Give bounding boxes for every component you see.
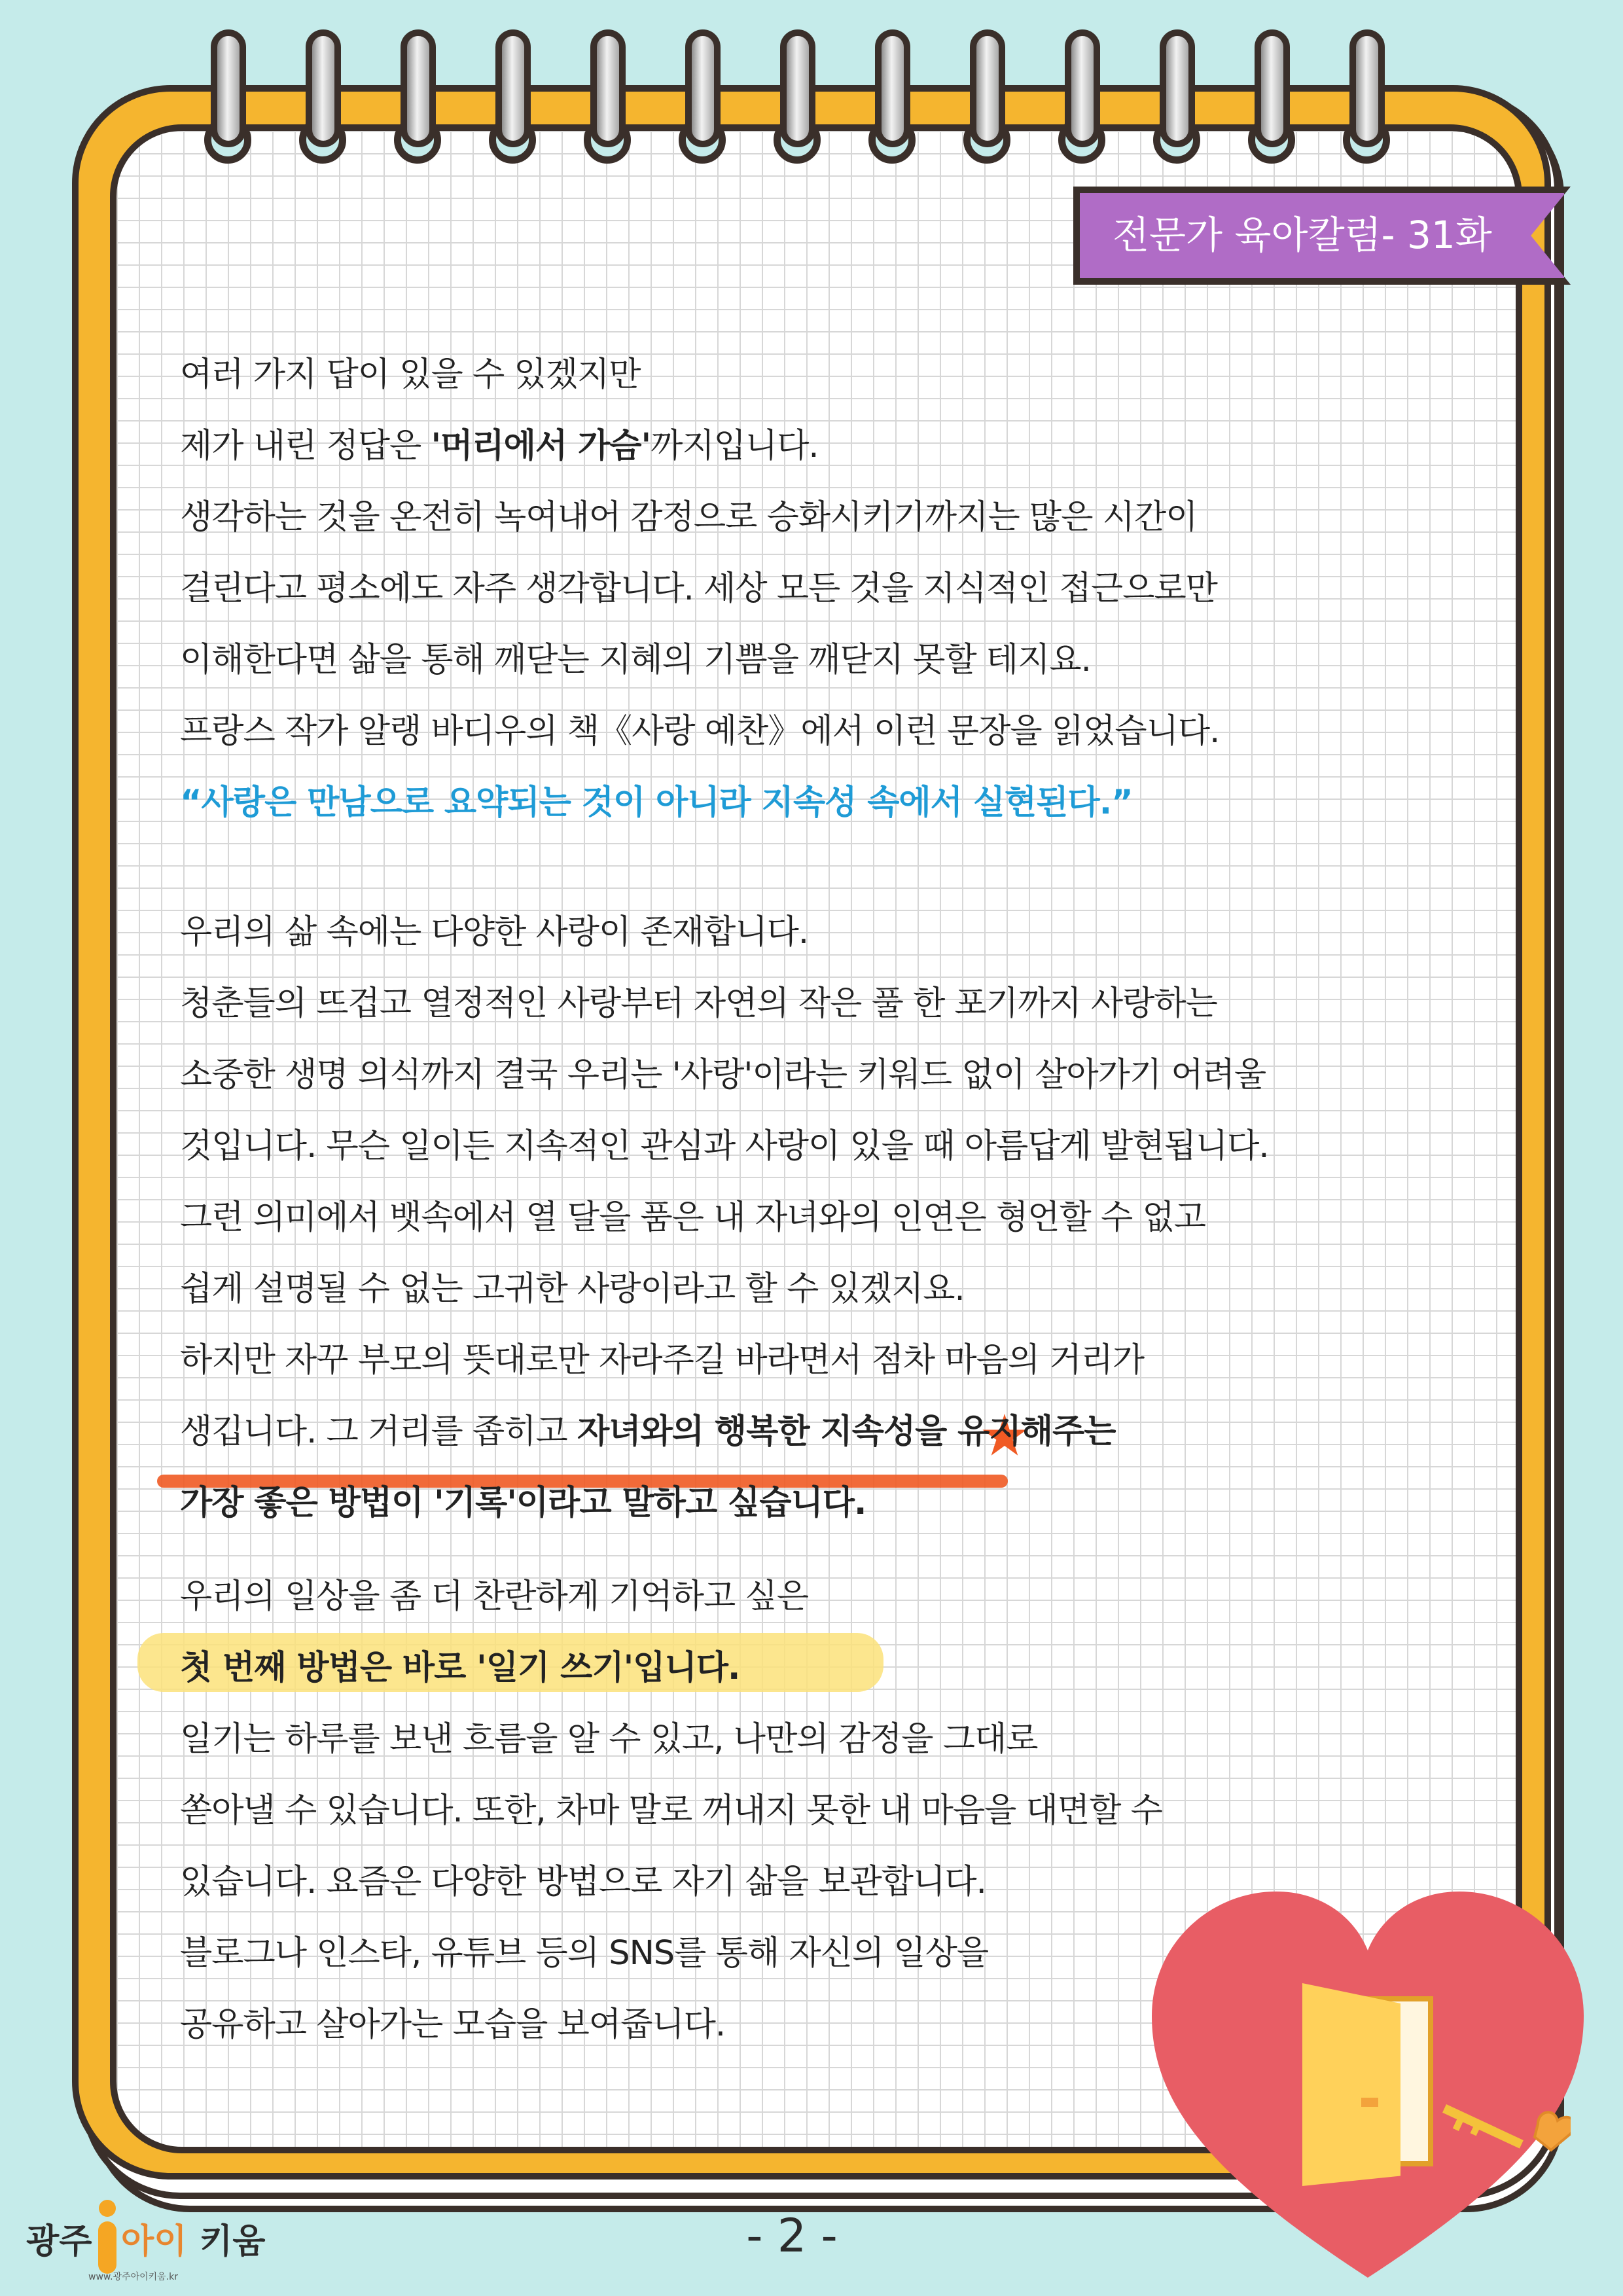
spiral-ring-icon <box>1065 29 1100 147</box>
emphasis-text: '머리에서 가슴' <box>431 427 651 465</box>
logo-text-right: 키움 <box>200 2222 266 2261</box>
spiral-ring-icon <box>590 29 626 147</box>
text-line: 프랑스 작가 알랭 바디우의 책《사랑 예찬》에서 이런 문장을 읽었습니다. <box>180 712 1220 751</box>
spiral-ring-icon <box>1349 29 1385 147</box>
paragraph-2 <box>180 897 1456 1539</box>
logo-person-icon <box>93 2199 122 2278</box>
text-line: 청춘들의 뜨겁고 열정적인 사랑부터 자연의 작은 풀 한 포기까지 사랑하는 <box>180 984 1217 1023</box>
door-knob-icon <box>1361 2098 1378 2107</box>
text-line: 그런 의미에서 뱃속에서 열 달을 품은 내 자녀와의 인연은 형언할 수 없고 <box>180 1198 1206 1237</box>
text-line: 쏟아낼 수 있습니다. 또한, 차마 말로 꺼내지 못한 내 마음을 대면할 수 <box>180 1791 1162 1830</box>
text-line: 것입니다. 무슨 일이든 지속적인 관심과 사랑이 있을 때 아름답게 발현됩니다. <box>180 1127 1269 1166</box>
text-line <box>180 410 1456 482</box>
text-line: 일기는 하루를 보낸 흐름을 알 수 있고, 나만의 감정을 그대로 <box>180 1720 1038 1759</box>
text-line: 걸린다고 평소에도 자주 생각합니다. 세상 모든 것을 지식적인 접근으로만 <box>180 569 1217 608</box>
spiral-ring-icon <box>211 29 246 147</box>
key-icon <box>1440 2085 1571 2157</box>
spiral-ring-icon <box>495 29 531 147</box>
paragraph-1 <box>180 339 1456 838</box>
text-line: 이해한다면 삶을 통해 깨닫는 지혜의 기쁨을 깨닫지 못할 테지요. <box>180 641 1091 679</box>
page-number: - 2 - <box>746 2209 838 2263</box>
quote-line: “사랑은 만남으로 요약되는 것이 아니라 지속성 속에서 실현된다.” <box>180 783 1133 822</box>
emphasis-line: 가장 좋은 방법이 '기록'이라고 말하고 싶습니다. <box>180 1484 866 1522</box>
text-line <box>180 1396 1456 1467</box>
spiral-ring-icon <box>1255 29 1290 147</box>
text-line: 여러 가지 답이 있을 수 있겠지만 <box>180 355 641 394</box>
logo-text-left: 광주 <box>26 2222 92 2261</box>
spiral-ring-icon <box>306 29 341 147</box>
text-line: 있습니다. 요즘은 다양한 방법으로 자기 삶을 보관합니다. <box>180 1863 986 1901</box>
door-icon <box>1302 1983 1400 2186</box>
text-line: 공유하고 살아가는 모습을 보여줍니다. <box>180 2005 726 2044</box>
text-line: 소중한 생명 의식까지 결국 우리는 '사랑'이라는 키워드 없이 살아가기 어려울 <box>180 1056 1266 1094</box>
text-fragment: 까지입니다. <box>651 427 819 465</box>
spiral-ring-icon <box>780 29 815 147</box>
spiral-ring-icon <box>875 29 910 147</box>
spiral-ring-icon <box>401 29 436 147</box>
text-line: 블로그나 인스타, 유튜브 등의 SNS를 통해 자신의 일상을 <box>180 1934 989 1973</box>
spiral-ring-icon <box>970 29 1005 147</box>
emphasis-line: 첫 번째 방법은 바로 '일기 쓰기'입니다. <box>180 1649 740 1687</box>
spiral-ring-icon <box>685 29 721 147</box>
text-line: 쉽게 설명될 수 없는 고귀한 사랑이라고 할 수 있겠지요. <box>180 1270 965 1308</box>
text-line: 우리의 삶 속에는 다양한 사랑이 존재합니다. <box>180 913 809 952</box>
spiral-ring-icon <box>1160 29 1195 147</box>
text-line: 하지만 자꾸 부모의 뜻대로만 자라주길 바라면서 점차 마음의 거리가 <box>180 1341 1145 1380</box>
text-line: 생각하는 것을 온전히 녹여내어 감정으로 승화시키기까지는 많은 시간이 <box>180 498 1198 537</box>
text-fragment: 제가 내린 정답은 <box>180 427 431 465</box>
logo-text-middle: 아이 <box>121 2222 187 2261</box>
text-line: 우리의 일상을 좀 더 찬란하게 기억하고 싶은 <box>180 1577 809 1616</box>
series-ribbon-label: 전문가 육아칼럼- 31화 <box>1113 213 1492 257</box>
text-fragment: 생깁니다. 그 거리를 좁히고 <box>180 1412 577 1451</box>
brand-logo <box>26 2199 275 2284</box>
emphasis-text: 자녀와의 행복한 지속성을 유지해주는 <box>577 1412 1116 1451</box>
logo-url: www.광주아이키움.kr <box>88 2272 178 2282</box>
